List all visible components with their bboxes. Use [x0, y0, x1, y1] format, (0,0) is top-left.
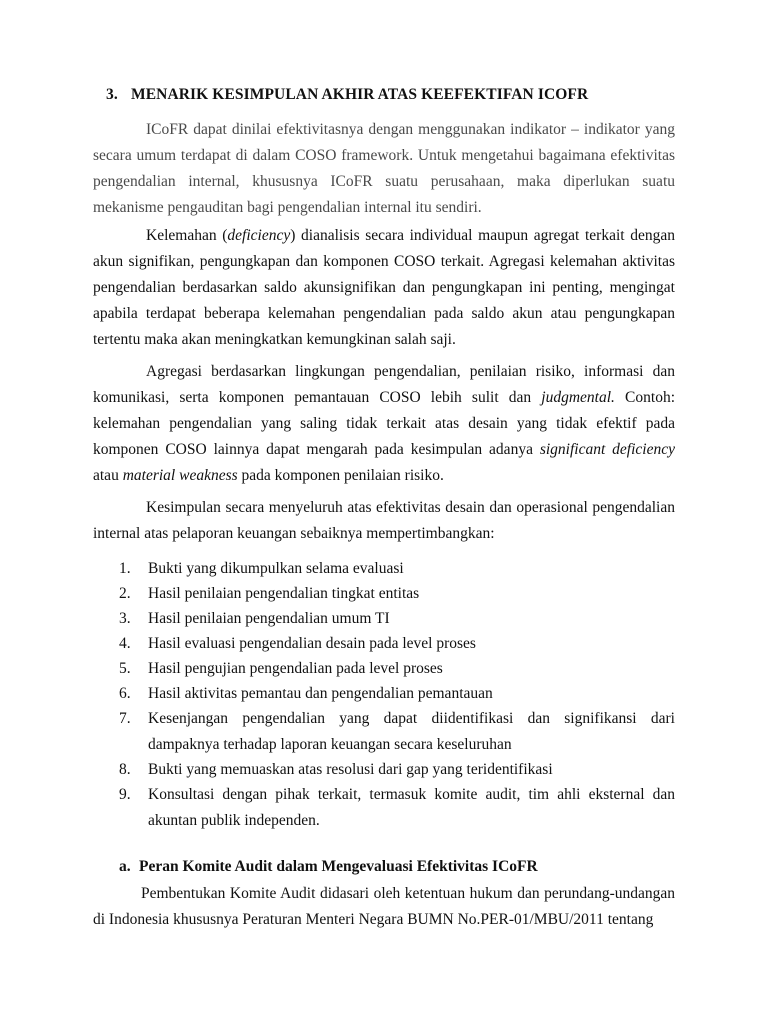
- italic-term-judgmental: judgmental.: [541, 389, 615, 406]
- considerations-list: [93, 556, 675, 833]
- paragraph-aggregation: [93, 359, 675, 489]
- list-text: Konsultasi dengan pihak terkait, termasuk komite audit, tim ahli eksternal dan akuntan publik independen.: [148, 786, 675, 829]
- list-item: [93, 606, 675, 631]
- paragraph-text: pada komponen penilaian risiko.: [237, 467, 444, 484]
- paragraph-text: atau: [93, 467, 123, 484]
- subsection-heading: [119, 858, 538, 876]
- list-number: 7.: [119, 710, 131, 727]
- subsection-title: Peran Komite Audit dalam Mengevaluasi Efektivitas ICoFR: [139, 858, 538, 875]
- section-heading: [106, 86, 588, 104]
- list-text: Bukti yang memuaskan atas resolusi dari gap yang teridentifikasi: [148, 761, 553, 778]
- paragraph-conclusion: Kesimpulan secara menyeluruh atas efektivitas desain dan operasional pengendalian internal atas pelaporan keuangan sebaiknya mempertimbangkan:: [93, 499, 675, 542]
- list-text: Bukti yang dikumpulkan selama evaluasi: [148, 560, 404, 577]
- subsection-letter: a.: [119, 858, 131, 875]
- list-item: [93, 581, 675, 606]
- list-text: Hasil penilaian pengendalian umum TI: [148, 610, 390, 627]
- list-item: [93, 631, 675, 656]
- list-number: 6.: [119, 685, 131, 702]
- list-text: Hasil pengujian pengendalian pada level proses: [148, 660, 443, 677]
- list-text: Hasil aktivitas pemantau dan pengendalian pemantauan: [148, 685, 493, 702]
- paragraph-text: Contoh: kelemahan pengendalian yang saling tidak terkait atas desain yang tidak efektif pada komponen COSO lainnya dapat mengarah pada kesimpulan adanya: [93, 389, 676, 458]
- list-item: [93, 706, 675, 757]
- list-number: 8.: [119, 761, 131, 778]
- list-number: 2.: [119, 585, 131, 602]
- italic-term-material-weakness: material weakness: [122, 467, 238, 484]
- paragraph-deficiency: [93, 223, 675, 353]
- list-number: 1.: [119, 560, 131, 577]
- section-number: 3.: [106, 86, 118, 103]
- section-title: MENARIK KESIMPULAN AKHIR ATAS KEEFEKTIFAN ICOFR: [131, 86, 589, 103]
- italic-term-significant-deficiency: significant deficiency: [539, 441, 675, 458]
- paragraph-text: ) dianalisis secara individual maupun agregat terkait dengan akun signifikan, pengungkapan dan komponen COSO terkait. Agregasi kelemahan aktivitas pengendalian berdasarkan saldo akunsignifikan dan pengungkapan ini penting, mengingat apabila terdapat beberapa kelemahan pengendalian pada saldo akun atau pengungkapan tertentu maka akan meningkatkan kemungkinan salah saji.: [93, 227, 675, 348]
- list-item: [93, 757, 675, 782]
- list-item: [93, 656, 675, 681]
- list-text: Kesenjangan pengendalian yang dapat diidentifikasi dan signifikansi dari dampaknya terhadap laporan keuangan secara keseluruhan: [148, 710, 675, 753]
- list-item: [93, 556, 675, 581]
- list-number: 3.: [119, 610, 131, 627]
- list-item: [93, 681, 675, 706]
- list-number: 5.: [119, 660, 131, 677]
- list-number: 9.: [119, 786, 131, 803]
- list-number: 4.: [119, 635, 131, 652]
- paragraph-text: Kelemahan (: [146, 227, 228, 244]
- paragraph-audit-committee: Pembentukan Komite Audit didasari oleh ketentuan hukum dan perundang-undangan di Indonesia khususnya Peraturan Menteri Negara BUMN No.PER-01/MBU/2011 tentang: [93, 885, 675, 928]
- list-item: [93, 782, 675, 833]
- list-text: Hasil penilaian pengendalian tingkat entitas: [148, 585, 420, 602]
- paragraph-text: Agregasi berdasarkan lingkungan pengendalian, penilaian risiko, informasi dan komunikasi, serta komponen pemantauan COSO lebih sulit dan: [93, 363, 675, 406]
- paragraph-icofr-indicators: ICoFR dapat dinilai efektivitasnya dengan menggunakan indikator – indikator yang secara umum terdapat di dalam COSO framework. Untuk mengetahui bagaimana efektivitas pengendalian internal, khususnya ICoFR suatu perusahaan, maka diperlukan suatu mekanisme pengauditan bagi pengendalian internal itu sendiri.: [93, 121, 675, 216]
- list-text: Hasil evaluasi pengendalian desain pada level proses: [148, 635, 476, 652]
- italic-term-deficiency: deficiency: [227, 227, 291, 244]
